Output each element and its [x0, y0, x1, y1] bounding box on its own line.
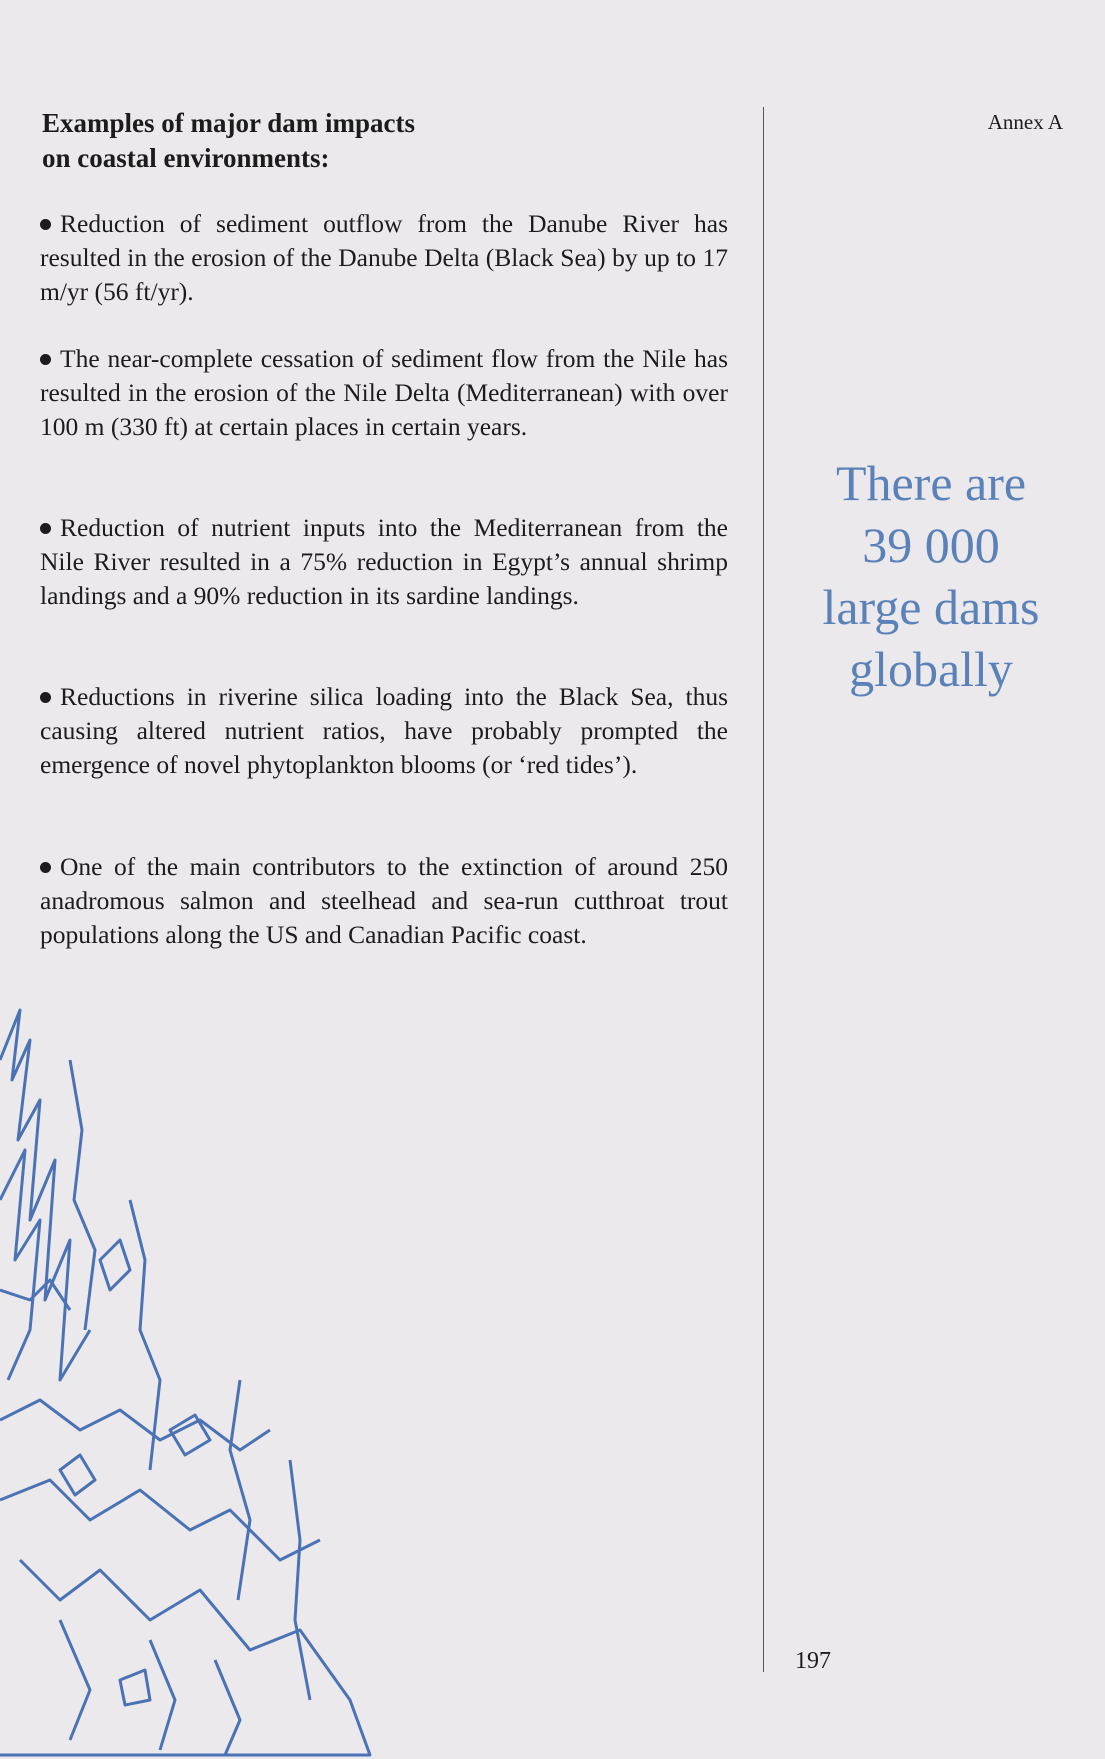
- page-number: 197: [795, 1648, 831, 1674]
- bullet-text: Reductions in riverine silica loading into the Black Sea, thus causing altered nutrient ratios, have probably prompted the emergence of novel phytoplankton blooms (or ‘red tides’).: [40, 682, 728, 779]
- bullet-item: [40, 511, 728, 612]
- bullet-icon: [40, 692, 51, 703]
- pull-quote-line: There are: [835, 455, 1027, 511]
- bullet-item: [40, 342, 728, 443]
- pull-quote: [790, 452, 1072, 700]
- heading-line-1: Examples of major dam impacts: [42, 108, 415, 138]
- coral-reef-illustration: [0, 1000, 380, 1759]
- bullet-icon: [40, 862, 51, 873]
- bullet-text: Reduction of nutrient inputs into the Mediterranean from the Nile River resulted in a 75% reduction in Egypt’s annual shrimp landings and a 90% reduction in its sardine landings.: [40, 513, 728, 610]
- bullet-text: One of the main contributors to the extinction of around 250 anadromous salmon and steelhead and sea-run cutthroat trout populations along the US and Canadian Pacific coast.: [40, 852, 728, 949]
- pull-quote-line: large dams: [822, 579, 1040, 635]
- bullet-item: [40, 680, 728, 781]
- bullet-item: [40, 207, 728, 308]
- bullet-text: The near-complete cessation of sediment flow from the Nile has resulted in the erosion of the Nile Delta (Mediterranean) with over 100 m (330 ft) at certain places in certain years.: [40, 344, 728, 441]
- bullet-icon: [40, 219, 51, 230]
- bullet-icon: [40, 354, 51, 365]
- section-heading: [42, 106, 415, 176]
- bullet-icon: [40, 523, 51, 534]
- heading-line-2: on coastal environments:: [42, 143, 330, 173]
- running-header: Annex A: [987, 110, 1063, 134]
- bullet-text: Reduction of sediment outflow from the Danube River has resulted in the erosion of the Danube Delta (Black Sea) by up to 17 m/yr (56 ft/yr).: [40, 209, 728, 306]
- column-divider: [763, 107, 764, 1672]
- bullet-item: [40, 850, 728, 951]
- pull-quote-line: 39 000: [862, 517, 1000, 573]
- pull-quote-line: globally: [849, 641, 1013, 697]
